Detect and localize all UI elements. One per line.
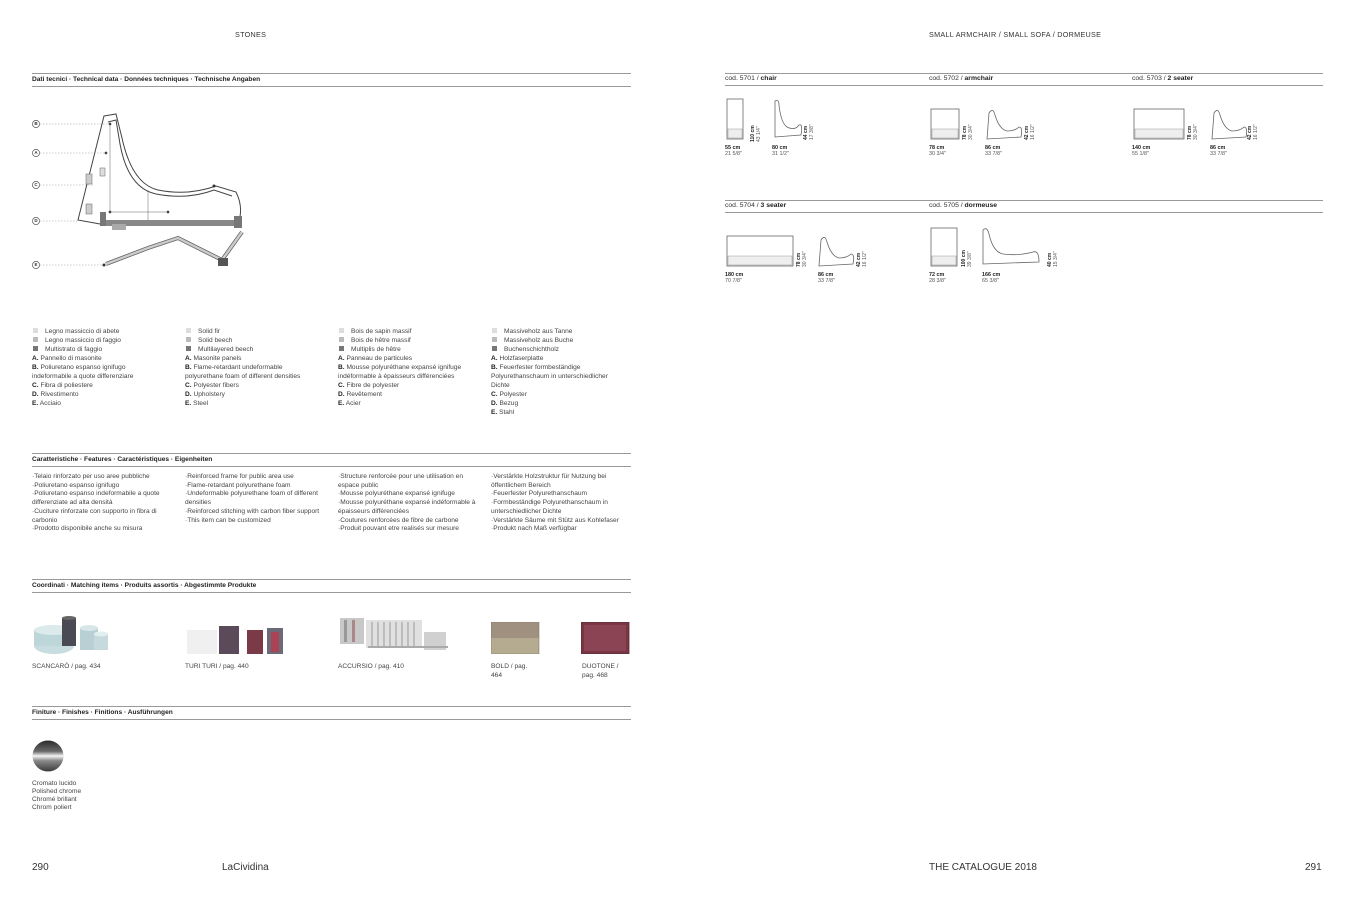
chair-depth-label: 80 cm 31 1/2" [772, 145, 789, 158]
two-seater-depth-label: 86 cm 33 7/8" [1210, 145, 1227, 158]
swatch-icon [186, 346, 191, 351]
swatch-icon [33, 328, 38, 333]
swatch-icon [492, 328, 497, 333]
three-seater-height-label: 78 cm 30 3/4" [796, 251, 808, 267]
marker-e: E [34, 262, 38, 267]
product-5704[interactable] [725, 202, 786, 213]
swatch-icon [186, 328, 191, 333]
finishes-section [32, 706, 631, 720]
scancaro-image[interactable] [32, 612, 112, 658]
accursio-link[interactable]: ACCURSIO / pag. 410 [338, 663, 404, 670]
dormeuse-depth-label: 166 cm 65 3/8" [982, 272, 1001, 285]
chair-width-label: 55 cm 21 5/8" [725, 145, 742, 158]
duotone-image[interactable] [581, 622, 631, 654]
materials-col-fr: Bois de sapin massif Bois de hêtre massif Multiplis de hêtre A. Panneau de particules B. Mousse polyuréthane expansé ignifuge indéformable à épaisseurs différenciées C. Fibre de polyester D. Revêtement E. Acier [338, 328, 462, 407]
swatch-icon [339, 328, 344, 333]
product-code: cod. 5703 / 2 seater [1132, 75, 1194, 82]
features-col-fr: ·Structure renforcée pour une utilisation en espace public ·Mousse polyuréthane expansé ignifuge ·Mousse polyuréthane expansé indéformable à épaisseurs différenciées ·Coutures renforcées de fibre de carbone ·Produit pouvant etre realisés sur mesure [338, 473, 476, 533]
swatch-icon [339, 346, 344, 351]
products-row1-rule-bot [725, 85, 1323, 86]
product-5701[interactable] [725, 75, 777, 86]
swatch-icon [186, 337, 191, 342]
accursio-image[interactable] [338, 616, 448, 658]
armchair-width-label: 78 cm 30 3/4" [929, 145, 946, 158]
product-5702[interactable] [929, 75, 993, 86]
technical-drawing [28, 108, 258, 278]
features-col-en: ·Reinforced frame for public area use ·Flame-retardant polyurethane foam ·Undeformable polyurethane foam of different densities ·Reinforced stitching with carbon fiber support ·This item can be customized [185, 473, 320, 524]
dormeuse-width-label: 72 cm 28 3/8" [929, 272, 946, 285]
technical-data-title: Dati tecnici · Technical data · Données techniques · Technische Angaben [32, 76, 261, 83]
turi-turi-image[interactable] [185, 618, 295, 658]
product-5705[interactable] [929, 202, 997, 213]
brand-name: LaCividina [222, 862, 269, 873]
marker-d: D [34, 218, 38, 223]
section-header-right: SMALL ARMCHAIR / SMALL SOFA / DORMEUSE [929, 30, 1102, 39]
catalogue-title: THE CATALOGUE 2018 [929, 862, 1037, 873]
products-row2-rule-top [725, 200, 1323, 201]
product-code: cod. 5702 / armchair [929, 75, 994, 82]
marker-a: A [34, 150, 38, 155]
material-item: Legno massiccio di faggio [32, 336, 182, 345]
finish-label: Cromato lucido Polished chrome Chromé brillant Chrom poliert [32, 780, 82, 811]
products-row1-rule-top [725, 73, 1323, 74]
product-code: cod. 5705 / dormeuse [929, 202, 998, 209]
marker-b: B [34, 121, 38, 126]
product-code: cod. 5704 / 3 seater [725, 202, 787, 209]
three-seater-width-label: 180 cm 70 7/8" [725, 272, 744, 285]
page-number-right: 291 [1305, 862, 1322, 873]
page-number-left: 290 [32, 862, 49, 873]
material-item: Legno massiccio di abete [32, 327, 182, 336]
features-title: Caratteristiche · Features · Caractéristiques · Eigenheiten [32, 456, 213, 463]
bold-image[interactable] [491, 622, 543, 654]
dormeuse-drawing [929, 226, 1049, 270]
chair-height-label: 110 cm 43 1/4" [750, 125, 762, 142]
armchair-depth-label: 86 cm 33 7/8" [985, 145, 1002, 158]
features-col-de: ·Verstärkte Holzstruktur für Nutzung bei öffentlichem Bereich ·Feuerfester Polyurethanschaum ·Formbeständige Polyurethanschaum in unterschiedlicher Dichte ·Verstärkte Säume mit Stütz aus Kohlefaser ·Produkt nach Maß verfügbar [491, 473, 619, 533]
armchair-seat-height-label: 42 cm 16 1/2" [1024, 124, 1036, 140]
product-5703[interactable] [1132, 75, 1193, 86]
products-row2-rule-bot [725, 212, 1323, 213]
materials-col-de: Massiveholz aus Tanne Massiveholz aus Buche Buchenschichtholz A. Holzfaserplatte B. Feuerfester formbeständige Polyurethanschaum in unterschiedlicher Dichte C. Polyester D. Bezug E. Stahl [491, 328, 608, 416]
product-code: cod. 5701 / chair [725, 75, 777, 82]
swatch-icon [339, 337, 344, 342]
technical-data-section [32, 73, 631, 87]
two-seater-width-label: 140 cm 55 1/8" [1132, 145, 1151, 158]
marker-c: C [34, 182, 38, 187]
scancaro-link[interactable]: SCANCARÒ / pag. 434 [32, 663, 101, 670]
two-seater-height-label: 78 cm 30 3/4" [1187, 124, 1199, 140]
polished-chrome-swatch[interactable] [32, 740, 66, 774]
three-seater-seat-height-label: 42 cm 16 1/2" [856, 251, 868, 267]
materials-col-it: Legno massiccio di abete Legno massiccio di faggio Multistrato di faggio A. Pannello di masonite B. Poliuretano espanso ignifugo indeformabile a quote differenziare C. Fibra di poliestere D. Rivestimento E. Acciaio [32, 327, 182, 408]
armchair-height-label: 78 cm 30 3/4" [962, 124, 974, 140]
dormeuse-seat-height-label: 40 cm 15 3/4" [1047, 251, 1059, 267]
section-header-left: STONES [235, 30, 267, 39]
matching-title: Coordinati · Matching items · Produits assortis · Abgestimmte Produkte [32, 582, 257, 589]
matching-section [32, 579, 631, 593]
duotone-link[interactable]: DUOTONE / pag. 468 [582, 663, 619, 679]
three-seater-depth-label: 86 cm 33 7/8" [818, 272, 835, 285]
materials-col-en: Solid fir Solid beech Multilayered beech A. Masonite panels B. Flame-retardant undeformable polyurethane foam of different densities C. Polyester fibers D. Upholstery E. Steel [185, 328, 301, 407]
features-section [32, 453, 631, 467]
swatch-icon [492, 346, 497, 351]
finishes-title: Finiture · Finishes · Finitions · Ausführungen [32, 709, 173, 716]
armchair-drawing [929, 107, 1039, 143]
bold-link[interactable]: BOLD / pag. 464 [491, 663, 528, 679]
chair-seat-height-label: 44 cm 17 3/8" [803, 124, 815, 140]
dormeuse-height-label: 100 cm 39 3/8" [961, 250, 973, 267]
two-seater-seat-height-label: 42 cm 16 1/2" [1247, 124, 1259, 140]
turi-turi-link[interactable]: TURI TURI / pag. 440 [185, 663, 249, 670]
material-item: Multistrato di faggio [32, 345, 182, 354]
swatch-icon [33, 346, 38, 351]
swatch-icon [492, 337, 497, 342]
features-col-it: ·Telaio rinforzato per uso aree pubbliche ·Poliuretano espanso ignifugo ·Poliuretano espanso indeformabile a quote differenziate ad alta densità ·Cuciture rinforzate con supporto in fibra di carbonio ·Prodotto disponibile anche su misura [32, 473, 160, 533]
swatch-icon [33, 337, 38, 342]
